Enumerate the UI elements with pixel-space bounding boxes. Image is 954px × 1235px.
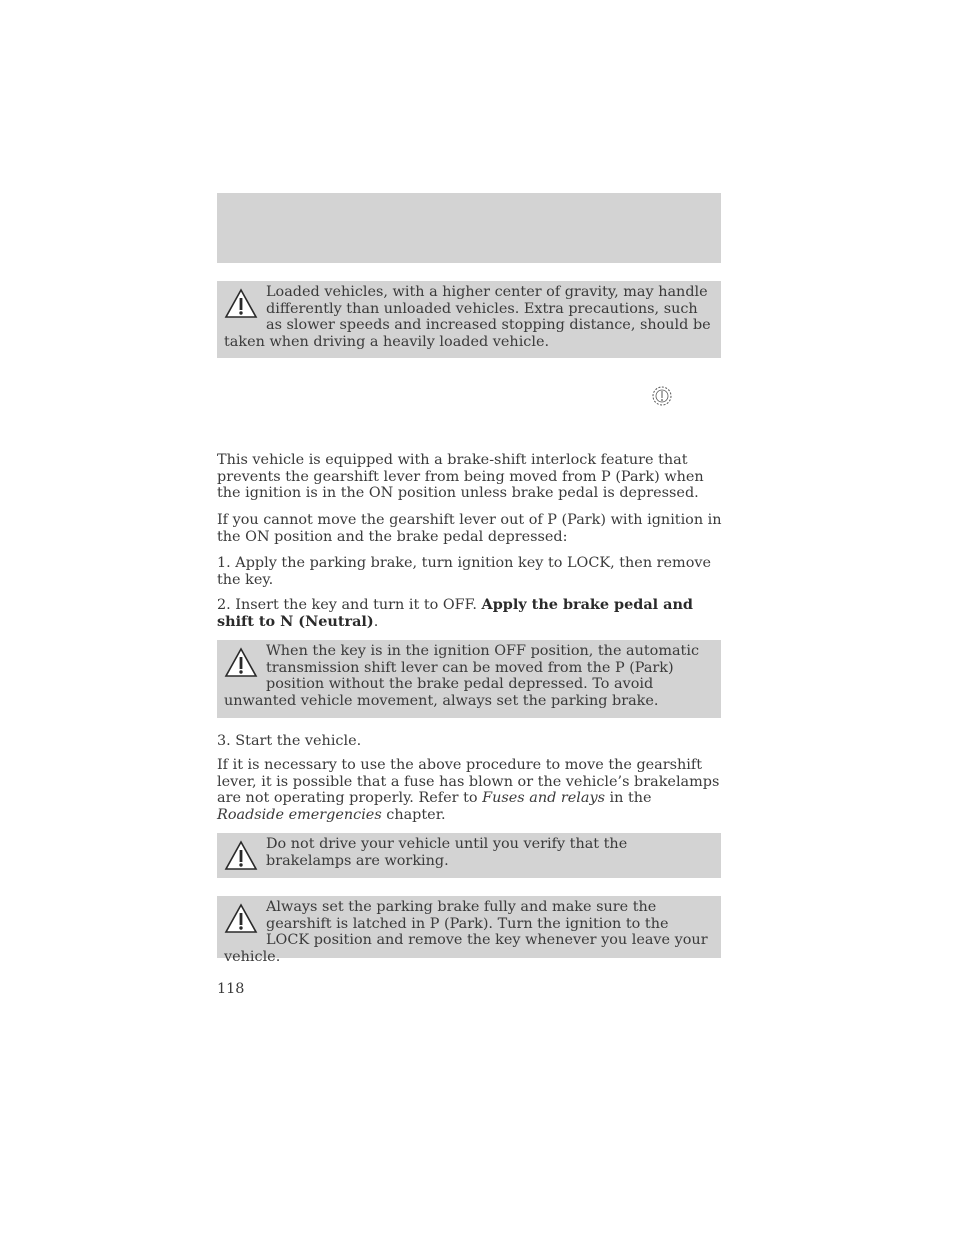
paragraph-fuse-note	[217, 757, 723, 824]
step2-prefix: 2. Insert the key and turn it to OFF.	[217, 597, 482, 613]
fuse-middle: in the	[604, 790, 652, 807]
warning-box-key-off	[217, 640, 721, 718]
fuse-suffix: chapter.	[381, 807, 446, 824]
paragraph-step-1: 1. Apply the parking brake, turn ignition key to LOCK, then remove the key.	[217, 555, 712, 588]
warning-box-parking-brake	[217, 896, 721, 965]
paragraph-cannot-move: If you cannot move the gearshift lever out of P (Park) with ignition in the ON position and the brake pedal depressed:	[217, 512, 722, 545]
fuse-ref-roadside: Roadside emergencies	[217, 807, 382, 824]
fuse-ref-fuses: Fuses and relays	[482, 790, 605, 807]
page-number: 118	[217, 981, 245, 997]
fuse-prefix: If it is necessary to use the above procedure to move the gearshift lever, it is possible that a fuse has blown or the vehicle’s brakelamps are not operating properly. Refer to	[217, 757, 720, 807]
warning-box-brakelamps	[217, 833, 721, 878]
paragraph-step-2	[217, 597, 723, 630]
warning-triangle-icon	[224, 903, 258, 935]
warning-triangle-icon	[224, 288, 258, 320]
warning-triangle-icon	[224, 647, 258, 679]
warning-text: Always set the parking brake fully and make sure the gearshift is latched in P (Park). Turn the ignition to the LOCK position and remove the key whenever you leave your vehicle.	[224, 899, 708, 965]
warning-triangle-icon	[224, 840, 258, 872]
paragraph-interlock-intro: This vehicle is equipped with a brake-shift interlock feature that prevents the gearshift lever from being moved from P (Park) when the ignition is in the ON position unless brake pedal is depressed.	[217, 452, 704, 502]
warning-text: When the key is in the ignition OFF position, the automatic transmission shift lever can be moved from the P (Park) position without the brake pedal depressed. To avoid unwanted vehicle movement, always set the parking brake.	[224, 643, 700, 709]
paragraph-step-3: 3. Start the vehicle.	[217, 733, 362, 749]
warning-text: Loaded vehicles, with a higher center of gravity, may handle differently than unloaded vehicles. Extra precautions, such as slower speeds and increased stopping distance, should be taken when driving a heavily loaded vehicle.	[224, 284, 711, 350]
section-header-band	[217, 193, 721, 263]
warning-text: Do not drive your vehicle until you verify that the brakelamps are working.	[266, 836, 628, 869]
gear-icon	[651, 385, 673, 407]
warning-box-loaded-vehicles	[217, 281, 721, 358]
step2-bold: Apply the brake pedal and shift to N (Neutral)	[217, 596, 693, 630]
step2-suffix: .	[373, 613, 379, 630]
